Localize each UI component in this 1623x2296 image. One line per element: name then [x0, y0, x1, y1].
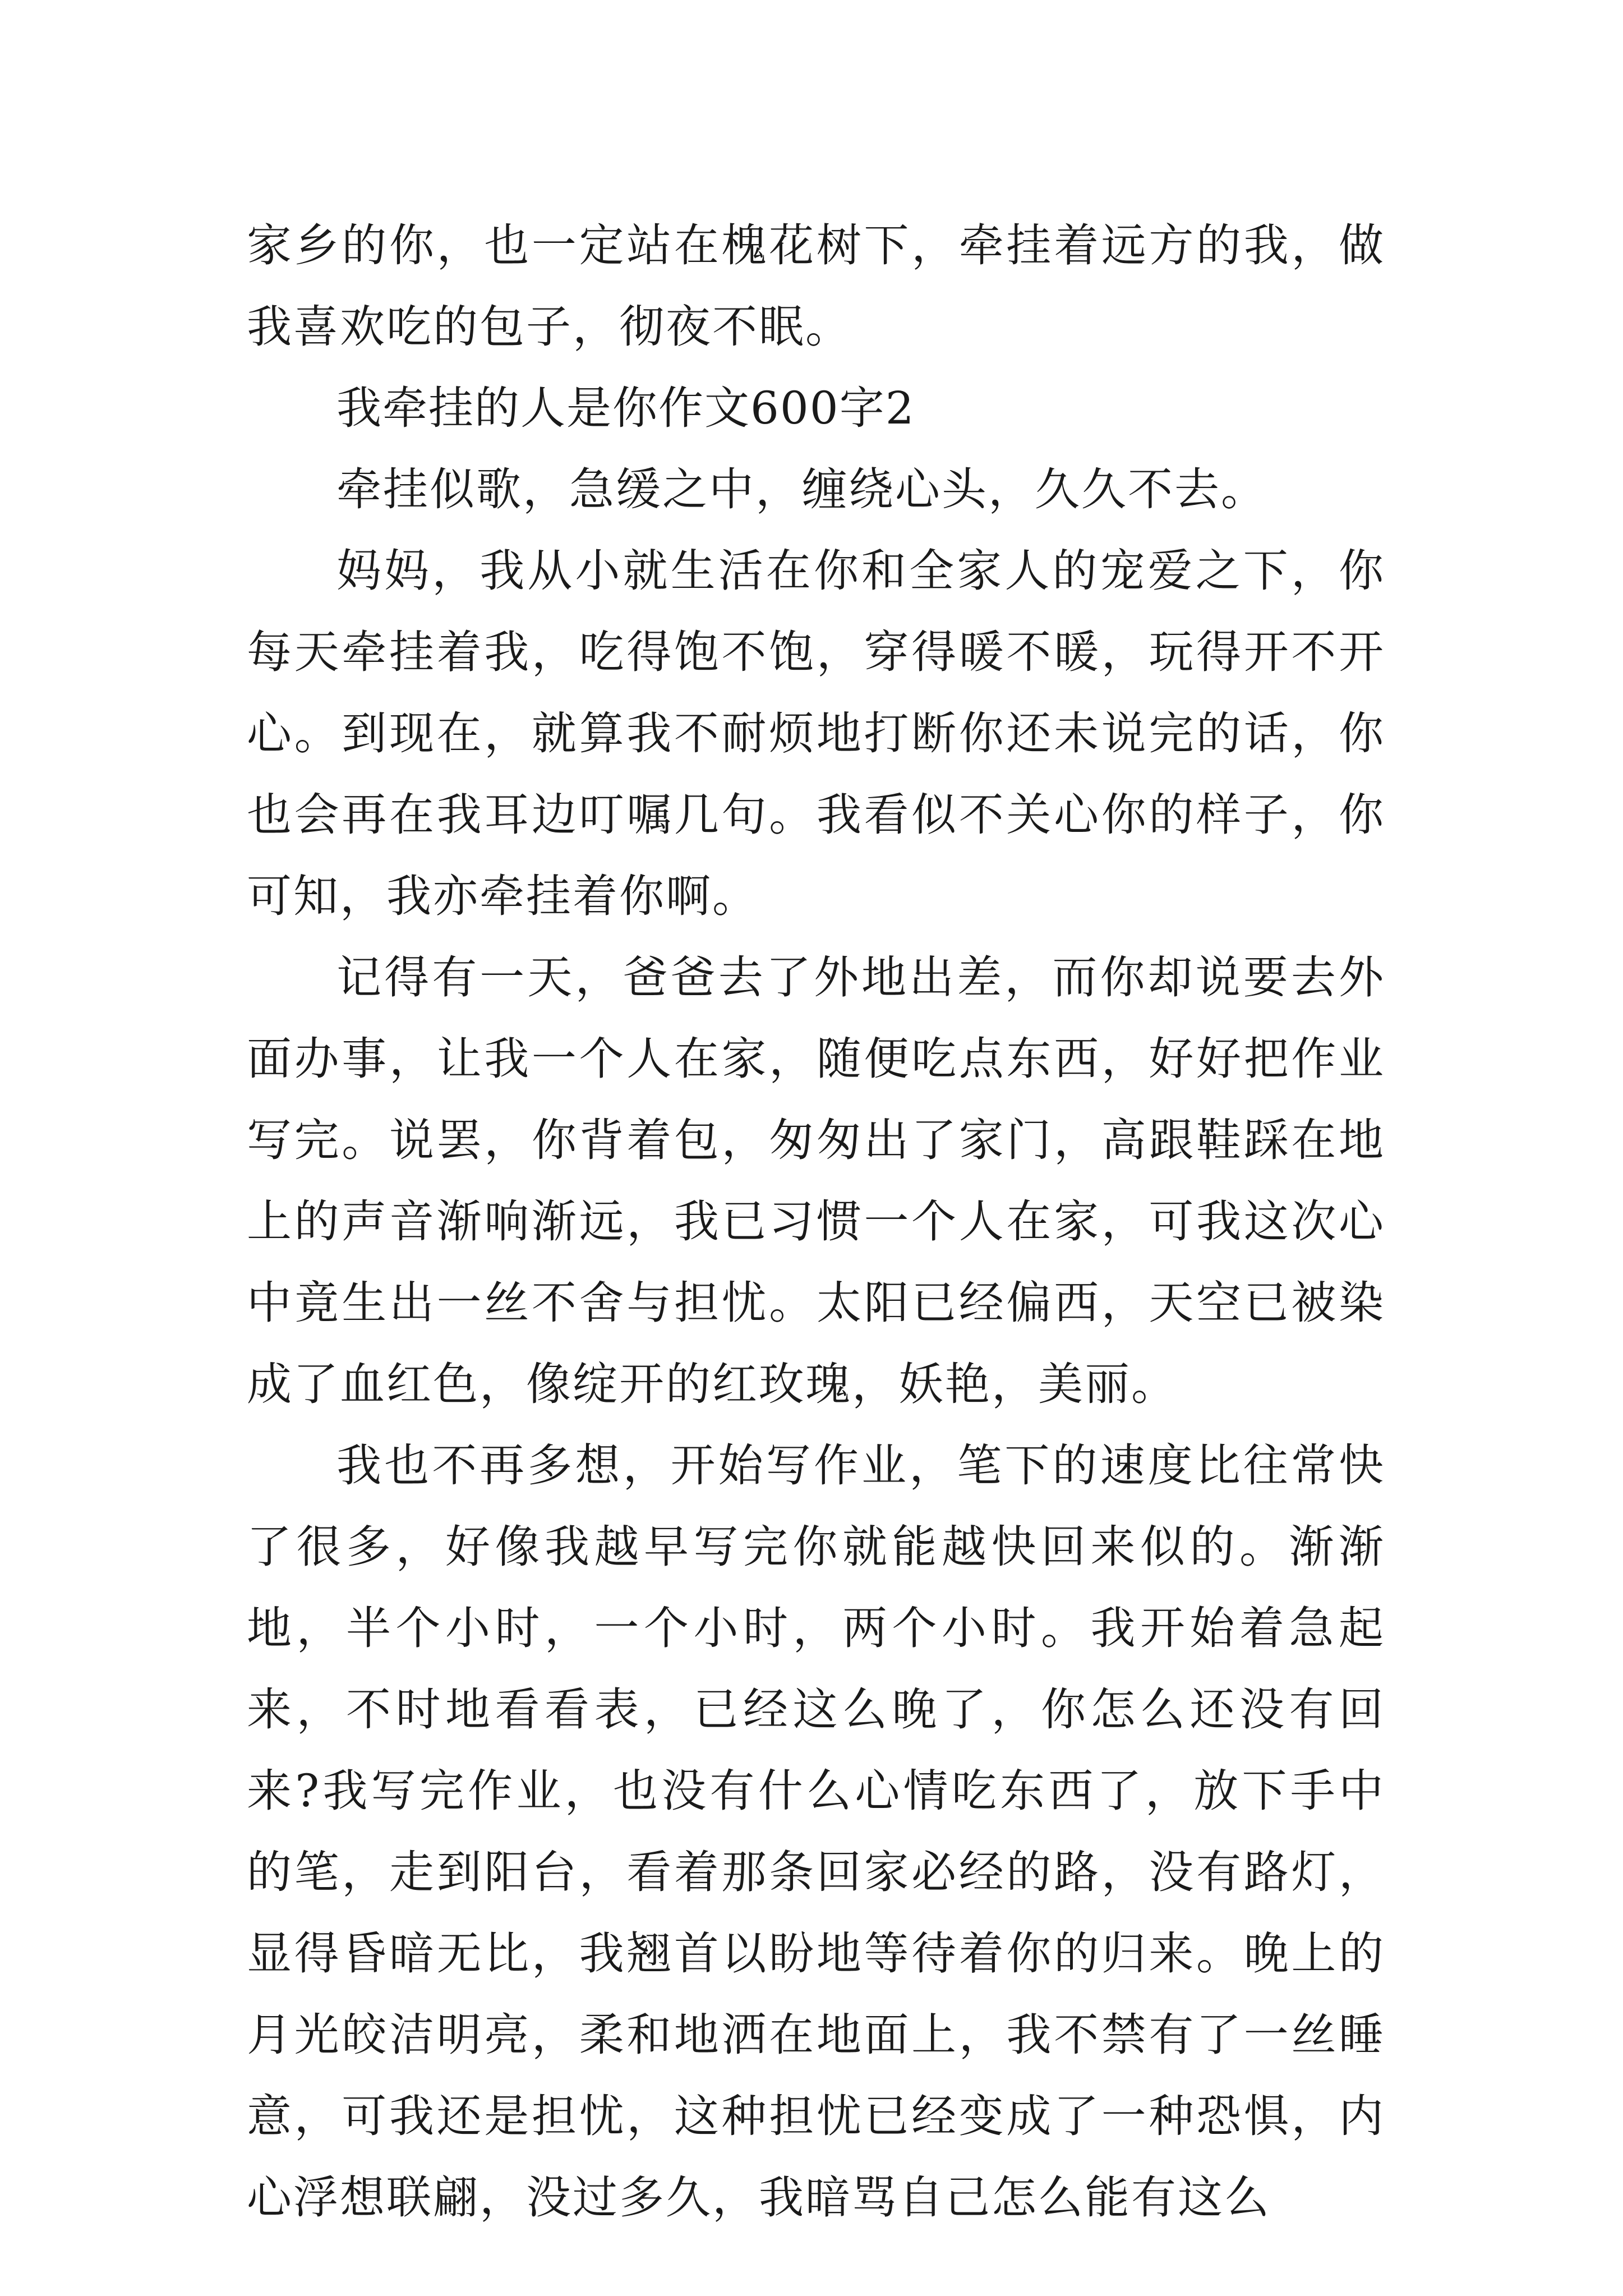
paragraph: 我也不再多想，开始写作业，笔下的速度比往常快了很多，好像我越早写完你就能越快回来似的。渐渐地，半个小时，一个小时，两个小时。我开始着急起来，不时地看看表，已经这么晚了，你怎么还没有回来?我写完作业，也没有什么心情吃东西了，放下手中的笔，走到阳台，看着那条回家必经的路，没有路灯，显得昏暗无比，我翘首以盼地等待着你的归来。晚上的月光皎洁明亮，柔和地洒在地面上，我不禁有了一丝睡意，可我还是担忧，这种担忧已经变成了一种恐惧，内心浮想联翩，没过多久，我暗骂自己怎么能有这么: [247, 1439, 1385, 2224]
paragraph: 妈妈，我从小就生活在你和全家人的宠爱之下，你每天牵挂着我，吃得饱不饱，穿得暖不暖，玩得开不开心。到现在，就算我不耐烦地打断你还未说完的话，你也会再在我耳边叮嘱几句。我看似不关心你的样子，你可知，我亦牵挂着你啊。: [247, 545, 1385, 922]
paragraph-continuation: 家乡的你，也一定站在槐花树下，牵挂着远方的我，做我喜欢吃的包子，彻夜不眠。: [247, 219, 1385, 353]
paragraph: 牵挂似歌，急缓之中，缠绕心头，久久不去。: [336, 463, 1267, 516]
document-body: [247, 205, 1385, 2238]
paragraph: 记得有一天，爸爸去了外地出差，而你却说要去外面办事，让我一个人在家，随便吃点东西，好好把作业写完。说罢，你背着包，匆匆出了家门，高跟鞋踩在地上的声音渐响渐远，我已习惯一个人在家，可我这次心中竟生出一丝不舍与担忧。太阳已经偏西，天空已被染成了血红色，像绽开的红玫瑰，妖艳，美丽。: [247, 951, 1385, 1410]
essay-title: 我牵挂的人是你作文600字2: [336, 382, 915, 434]
